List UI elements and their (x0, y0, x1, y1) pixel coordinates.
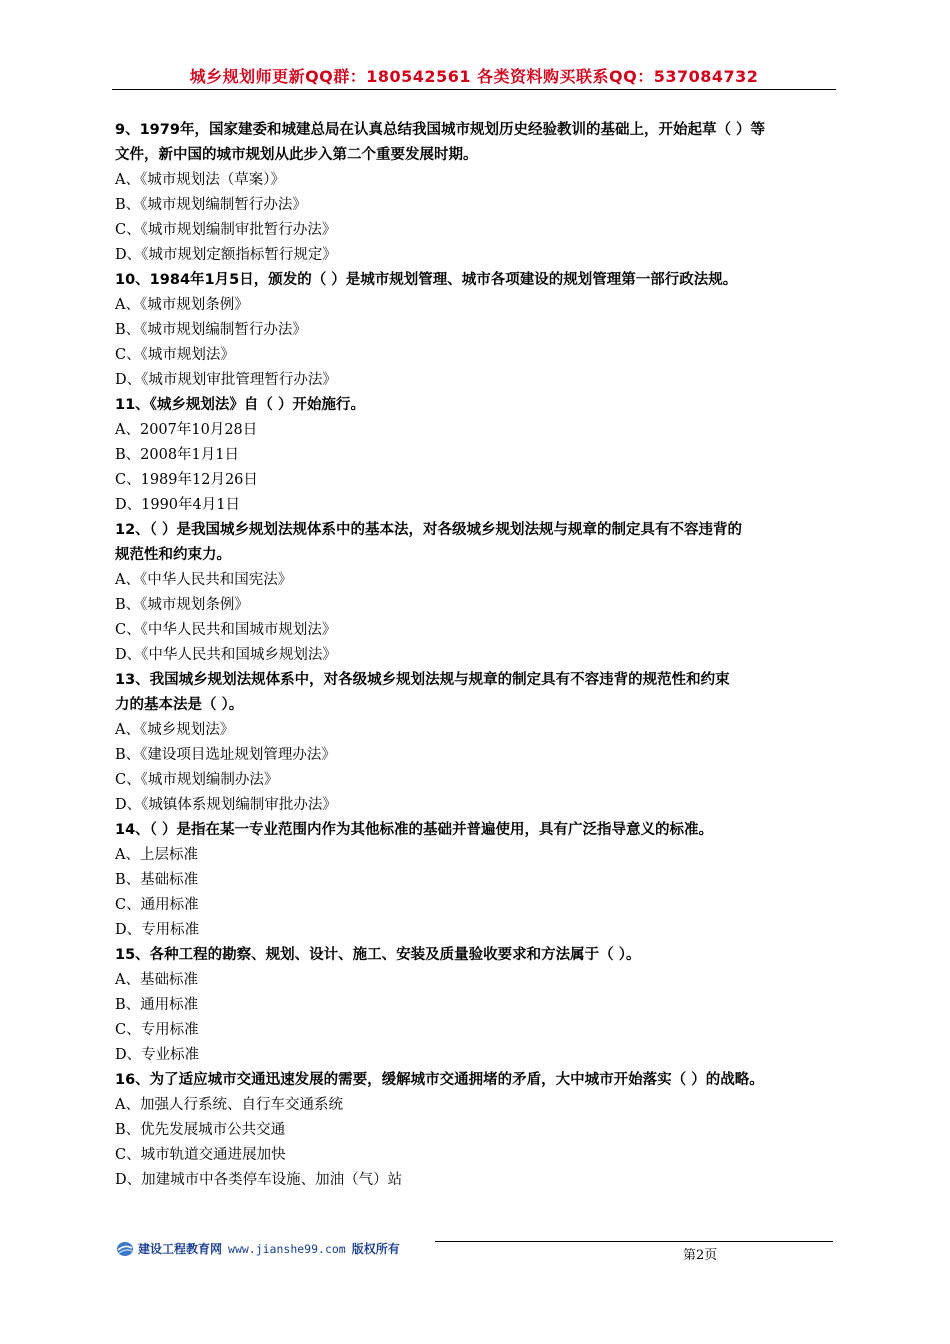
answer-option: B、2008年1月1日 (115, 447, 240, 463)
answer-option: D、《城镇体系规划编制审批办法》 (115, 797, 337, 813)
answer-option: C、专用标准 (115, 1022, 199, 1038)
answer-option: D、《中华人民共和国城乡规划法》 (115, 647, 337, 663)
answer-option: B、《城市规划编制暂行办法》 (115, 322, 307, 338)
page-header: 城乡规划师更新QQ群：180542561 各类资料购买联系QQ：537084732 (189, 67, 759, 86)
answer-option: A、《城乡规划法》 (115, 722, 235, 738)
question-text: 9、1979年，国家建委和城建总局在认真总结我国城市规划历史经验教训的基础上，开始起草（ ）等 (115, 122, 765, 138)
footer-url-link[interactable]: www.jianshe99.com (228, 1241, 346, 1256)
answer-option: D、《城市规划定额指标暂行规定》 (115, 247, 337, 263)
answer-option: A、上层标准 (115, 847, 198, 863)
answer-option: D、1990年4月1日 (115, 497, 240, 513)
answer-option: B、通用标准 (115, 997, 199, 1013)
question-text: 10、1984年1月5日，颁发的（ ）是城市规划管理、城市各项建设的规划管理第一部行政法规。 (115, 272, 738, 288)
answer-option: A、《城市规划条例》 (115, 297, 249, 313)
answer-option: B、优先发展城市公共交通 (115, 1122, 286, 1138)
footer-rights: 版权所有 (351, 1242, 400, 1256)
answer-option: C、城市轨道交通进展加快 (115, 1147, 286, 1163)
answer-option: C、《城市规划编制审批暂行办法》 (115, 222, 337, 238)
question-text: 11、《城乡规划法》自（ ）开始施行。 (115, 397, 365, 413)
answer-option: C、《中华人民共和国城市规划法》 (115, 622, 337, 638)
answer-option: B、《城市规划编制暂行办法》 (115, 197, 307, 213)
answer-option: C、《城市规划编制办法》 (115, 772, 279, 788)
answer-option: B、基础标准 (115, 872, 199, 888)
question-text: 14、（ ）是指在某一专业范围内作为其他标准的基础并普遍使用，具有广泛指导意义的标准。 (115, 822, 713, 838)
answer-option: D、专用标准 (115, 922, 200, 938)
answer-option: B、《城市规划条例》 (115, 597, 249, 613)
answer-option: D、加建城市中各类停车设施、加油（气）站 (115, 1172, 403, 1188)
answer-option: A、《中华人民共和国宪法》 (115, 572, 293, 588)
answer-option: B、《建设项目选址规划管理办法》 (115, 747, 336, 763)
question-text: 12、（ ）是我国城乡规划法规体系中的基本法，对各级城乡规划法规与规章的制定具有不容违背的 (115, 522, 742, 538)
answer-option: C、1989年12月26日 (115, 472, 258, 488)
question-text: 力的基本法是（ ）。 (115, 697, 244, 713)
globe-logo-icon (116, 1241, 134, 1257)
question-text: 16、为了适应城市交通迅速发展的需要，缓解城市交通拥堵的矛盾，大中城市开始落实（ ）的战略。 (115, 1072, 764, 1088)
answer-option: A、《城市规划法（草案）》 (115, 172, 285, 188)
answer-option: A、基础标准 (115, 972, 198, 988)
answer-option: C、通用标准 (115, 897, 199, 913)
answer-option: C、《城市规划法》 (115, 347, 235, 363)
footer-brand (116, 1240, 400, 1257)
question-list (115, 118, 837, 1193)
answer-option: D、《城市规划审批管理暂行办法》 (115, 372, 337, 388)
footer-divider (435, 1241, 833, 1242)
page-number: 第2页 (683, 1248, 718, 1263)
header-divider (112, 89, 836, 90)
answer-option: A、加强人行系统、自行车交通系统 (115, 1097, 343, 1113)
footer-site-name: 建设工程教育网 (138, 1242, 223, 1256)
question-text: 13、我国城乡规划法规体系中，对各级城乡规划法规与规章的制定具有不容违背的规范性和约束 (115, 672, 730, 688)
question-text: 文件，新中国的城市规划从此步入第二个重要发展时期。 (115, 147, 478, 163)
answer-option: A、2007年10月28日 (115, 422, 258, 438)
answer-option: D、专业标准 (115, 1047, 200, 1063)
question-text: 规范性和约束力。 (115, 547, 231, 563)
question-text: 15、各种工程的勘察、规划、设计、施工、安装及质量验收要求和方法属于（ ）。 (115, 947, 641, 963)
